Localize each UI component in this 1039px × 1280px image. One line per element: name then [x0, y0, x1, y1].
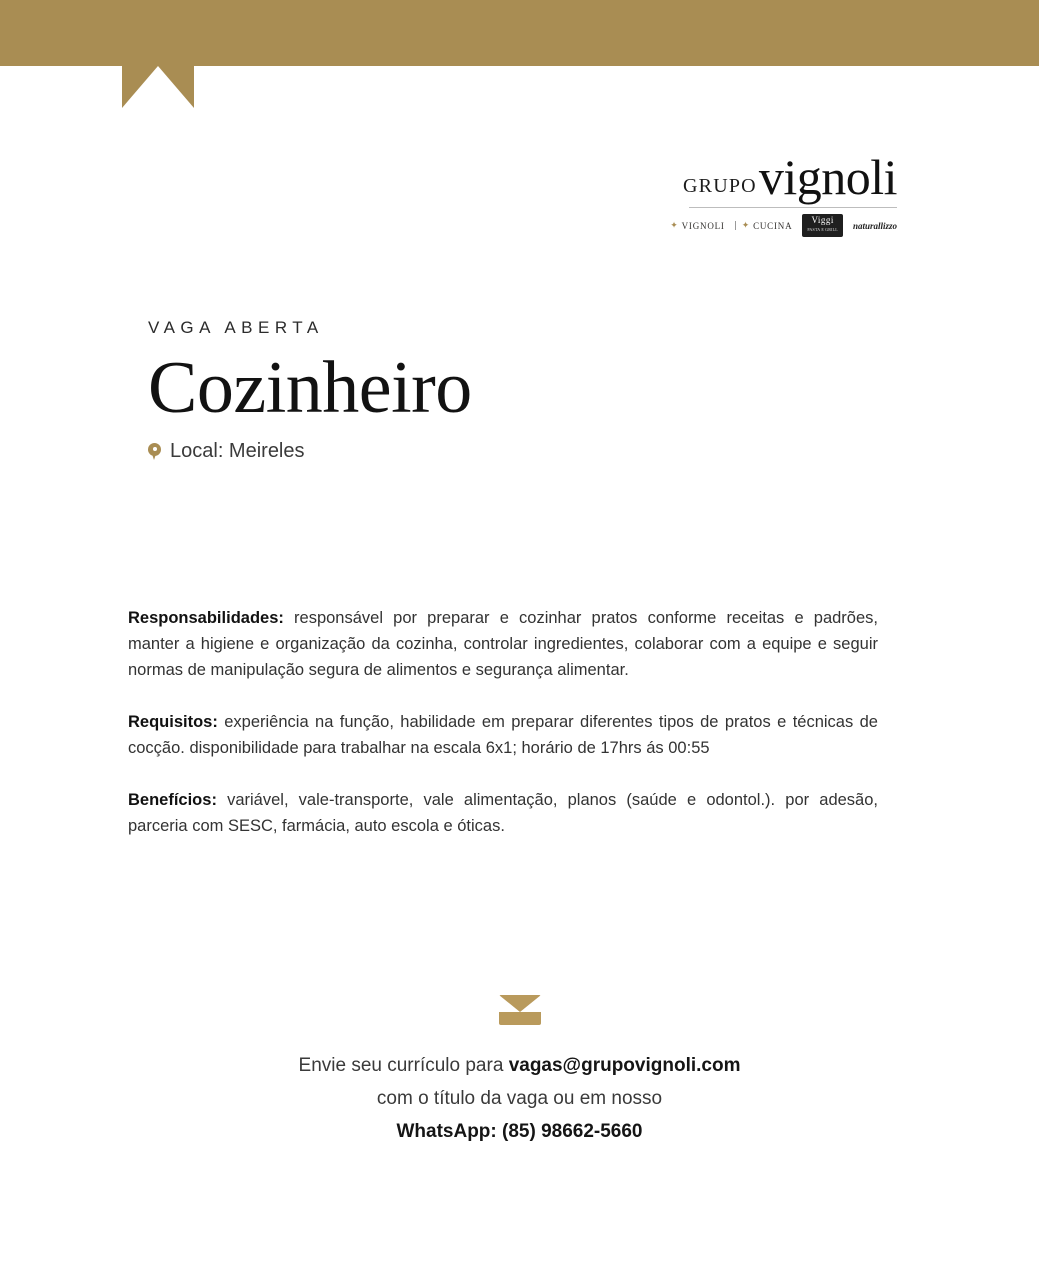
band-notch-triangle — [122, 66, 194, 108]
sub-brand-cucina-label: CUCINA — [753, 220, 793, 231]
section-beneficios-text: variável, vale-transporte, vale alimentação, planos (saúde e odontol.). por adesão, parceria com SESC, farmácia, auto escola e óticas. — [128, 791, 878, 835]
sub-brand-viggi-label: Viggi — [811, 215, 834, 225]
logo-wordmark — [567, 149, 897, 205]
envelope-icon — [499, 995, 541, 1025]
map-pin-icon — [148, 443, 161, 461]
section-beneficios-label: Benefícios: — [128, 791, 217, 809]
page-title: Cozinheiro — [148, 347, 472, 429]
sub-brand-viggi-badge — [802, 214, 843, 237]
brand-logo — [567, 149, 897, 237]
sub-brand-vignoli-label: VIGNOLI — [681, 220, 725, 231]
footer-whatsapp-line[interactable] — [0, 1115, 1039, 1148]
location-label: Local: Meireles — [170, 440, 305, 462]
footer-contact — [0, 995, 1039, 1148]
job-details — [128, 605, 878, 839]
section-beneficios — [128, 787, 878, 839]
sub-brand-cucina — [735, 220, 793, 231]
footer-email-line — [0, 1049, 1039, 1082]
kicker-text: VAGA ABERTA — [148, 318, 324, 337]
sub-brand-vignoli — [670, 220, 724, 231]
section-responsabilidades — [128, 605, 878, 683]
logo-vignoli-text: vignoli — [758, 149, 897, 205]
footer-subject-line: com o título da vaga ou em nosso — [376, 1088, 663, 1109]
headline-block — [148, 318, 472, 463]
sub-brand-naturallizzo-label: naturallizzo — [852, 220, 897, 231]
leaf-icon: ✦ — [741, 220, 751, 230]
section-responsabilidades-text: responsável por preparar e cozinhar pratos conforme receitas e padrões, manter a higiene e organização da cozinha, controlar ingredientes, colaborar com a equipe e seguir normas de manipulação segura de alimentos e segurança alimentar. — [128, 609, 878, 679]
sub-brand-viggi-sublabel: PASTA E GRILL — [807, 227, 838, 232]
footer-email-prefix: Envie seu currículo para — [298, 1055, 509, 1076]
top-gold-band — [0, 0, 1039, 66]
contact-whatsapp[interactable]: WhatsApp: (85) 98662-5660 — [396, 1121, 643, 1142]
section-requisitos-label: Requisitos: — [128, 713, 218, 731]
logo-grupo-text: GRUPO — [683, 175, 757, 197]
location-row — [148, 440, 472, 463]
section-requisitos-text: experiência na função, habilidade em preparar diferentes tipos de pratos e técnicas de cocção. disponibilidade para trabalhar na escala 6x1; horário de 17hrs ás 00:55 — [128, 713, 878, 757]
section-responsabilidades-label: Responsabilidades: — [128, 609, 284, 627]
sub-brand-row — [567, 214, 897, 237]
leaf-icon: ✦ — [670, 220, 679, 230]
logo-divider — [689, 207, 897, 208]
section-requisitos — [128, 709, 878, 761]
contact-email[interactable]: vagas@grupovignoli.com — [508, 1055, 741, 1076]
